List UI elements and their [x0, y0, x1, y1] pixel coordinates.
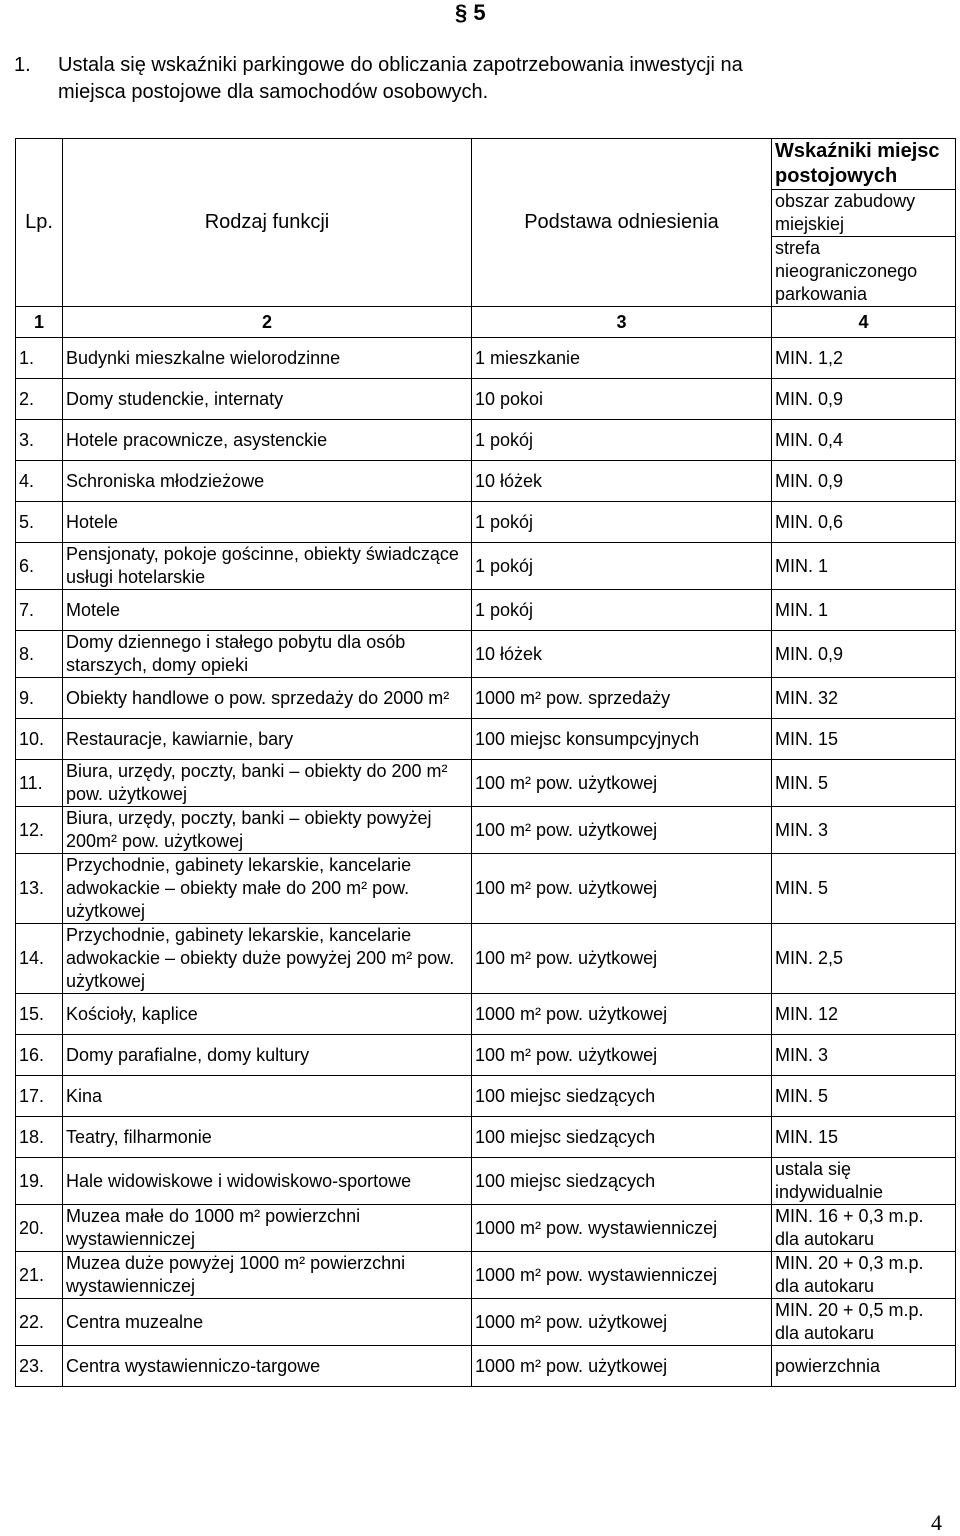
cell-basis: 100 m² pow. użytkowej: [472, 924, 772, 994]
cell-lp: 2.: [16, 379, 63, 420]
cell-basis: 1 pokój: [472, 543, 772, 590]
cell-lp: 13.: [16, 854, 63, 924]
intro-text-line1: Ustala się wskaźniki parkingowe do obliczania zapotrzebowania inwestycji na: [58, 54, 743, 76]
column-number: 1: [16, 307, 63, 338]
cell-function: Hotele pracownicze, asystenckie: [63, 420, 472, 461]
cell-function: Kina: [63, 1076, 472, 1117]
cell-lp: 7.: [16, 590, 63, 631]
header-indicators-title: Wskaźniki miejsc postojowych: [772, 139, 956, 190]
header-zone-unlimited: strefa nieograniczonego parkowania: [772, 237, 956, 307]
cell-value: MIN. 0,9: [772, 379, 956, 420]
cell-function: Hale widowiskowe i widowiskowo-sportowe: [63, 1158, 472, 1205]
cell-function: Hotele: [63, 502, 472, 543]
table-row: [16, 1035, 956, 1076]
cell-lp: 20.: [16, 1205, 63, 1252]
cell-value: MIN. 5: [772, 760, 956, 807]
cell-lp: 10.: [16, 719, 63, 760]
cell-function: Motele: [63, 590, 472, 631]
cell-function: Biura, urzędy, poczty, banki – obiekty powyżej 200m² pow. użytkowej: [63, 807, 472, 854]
table-row: [16, 590, 956, 631]
parking-indicators-table: [15, 138, 956, 1387]
cell-value: MIN. 0,4: [772, 420, 956, 461]
table-row: [16, 1117, 956, 1158]
cell-function: Pensjonaty, pokoje gościnne, obiekty świadczące usługi hotelarskie: [63, 543, 472, 590]
table-row: [16, 924, 956, 994]
cell-basis: 1 pokój: [472, 502, 772, 543]
table-row: [16, 543, 956, 590]
cell-basis: 100 m² pow. użytkowej: [472, 1035, 772, 1076]
cell-basis: 100 m² pow. użytkowej: [472, 807, 772, 854]
cell-lp: 11.: [16, 760, 63, 807]
cell-basis: 10 łóżek: [472, 461, 772, 502]
table-row: [16, 1346, 956, 1387]
cell-basis: 100 miejsc siedzących: [472, 1158, 772, 1205]
intro-paragraph: [14, 52, 950, 106]
table-row: [16, 420, 956, 461]
cell-lp: 12.: [16, 807, 63, 854]
cell-value: MIN. 3: [772, 1035, 956, 1076]
cell-basis: 1000 m² pow. sprzedaży: [472, 678, 772, 719]
cell-basis: 10 łóżek: [472, 631, 772, 678]
cell-basis: 1000 m² pow. wystawienniczej: [472, 1252, 772, 1299]
cell-function: Obiekty handlowe o pow. sprzedaży do 2000 m²: [63, 678, 472, 719]
cell-lp: 9.: [16, 678, 63, 719]
section-mark: § 5: [455, 0, 486, 25]
cell-basis: 10 pokoi: [472, 379, 772, 420]
cell-basis: 1 pokój: [472, 590, 772, 631]
cell-lp: 23.: [16, 1346, 63, 1387]
cell-lp: 3.: [16, 420, 63, 461]
cell-basis: 100 miejsc siedzących: [472, 1117, 772, 1158]
cell-basis: 100 m² pow. użytkowej: [472, 854, 772, 924]
cell-function: Biura, urzędy, poczty, banki – obiekty do 200 m² pow. użytkowej: [63, 760, 472, 807]
cell-basis: 1000 m² pow. użytkowej: [472, 994, 772, 1035]
cell-lp: 15.: [16, 994, 63, 1035]
table-row: [16, 1076, 956, 1117]
cell-lp: 22.: [16, 1299, 63, 1346]
header-zone-urban: obszar zabudowy miejskiej: [772, 190, 956, 237]
cell-value: MIN. 1,2: [772, 338, 956, 379]
cell-value: MIN. 32: [772, 678, 956, 719]
cell-function: Kościoły, kaplice: [63, 994, 472, 1035]
table-row: [16, 1299, 956, 1346]
header-function: Rodzaj funkcji: [63, 139, 472, 307]
cell-value: MIN. 0,9: [772, 461, 956, 502]
cell-value: MIN. 0,6: [772, 502, 956, 543]
cell-basis: 1 mieszkanie: [472, 338, 772, 379]
cell-function: Muzea duże powyżej 1000 m² powierzchni wystawienniczej: [63, 1252, 472, 1299]
cell-basis: 100 miejsc siedzących: [472, 1076, 772, 1117]
cell-lp: 16.: [16, 1035, 63, 1076]
cell-value: MIN. 16 + 0,3 m.p. dla autokaru: [772, 1205, 956, 1252]
table-row: [16, 631, 956, 678]
cell-value: MIN. 15: [772, 1117, 956, 1158]
cell-function: Restauracje, kawiarnie, bary: [63, 719, 472, 760]
cell-basis: 1 pokój: [472, 420, 772, 461]
cell-value: MIN. 5: [772, 854, 956, 924]
cell-function: Muzea małe do 1000 m² powierzchni wystawienniczej: [63, 1205, 472, 1252]
table-row: [16, 854, 956, 924]
cell-function: Domy studenckie, internaty: [63, 379, 472, 420]
header-lp: Lp.: [16, 139, 63, 307]
cell-basis: 1000 m² pow. użytkowej: [472, 1346, 772, 1387]
table-row: [16, 379, 956, 420]
page-number: 4: [931, 1510, 942, 1535]
column-number: 3: [472, 307, 772, 338]
table-row: [16, 994, 956, 1035]
cell-value: MIN. 5: [772, 1076, 956, 1117]
cell-lp: 19.: [16, 1158, 63, 1205]
table-row: [16, 1158, 956, 1205]
header-row: [16, 139, 956, 190]
cell-value: MIN. 15: [772, 719, 956, 760]
cell-lp: 4.: [16, 461, 63, 502]
table-row: [16, 719, 956, 760]
cell-value: MIN. 1: [772, 543, 956, 590]
cell-value: MIN. 20 + 0,5 m.p. dla autokaru: [772, 1299, 956, 1346]
cell-basis: 1000 m² pow. wystawienniczej: [472, 1205, 772, 1252]
cell-value: MIN. 3: [772, 807, 956, 854]
cell-function: Przychodnie, gabinety lekarskie, kancelarie adwokackie – obiekty duże powyżej 200 m² pow. użytkowej: [63, 924, 472, 994]
cell-lp: 1.: [16, 338, 63, 379]
table-row: [16, 1252, 956, 1299]
cell-function: Teatry, filharmonie: [63, 1117, 472, 1158]
cell-value: powierzchnia: [772, 1346, 956, 1387]
column-numbers-row: [16, 307, 956, 338]
cell-lp: 18.: [16, 1117, 63, 1158]
cell-value: MIN. 12: [772, 994, 956, 1035]
column-number: 4: [772, 307, 956, 338]
intro-text-line2: miejsca postojowe dla samochodów osobowych.: [58, 81, 489, 103]
table-row: [16, 1205, 956, 1252]
table-row: [16, 502, 956, 543]
cell-basis: 1000 m² pow. użytkowej: [472, 1299, 772, 1346]
cell-basis: 100 miejsc konsumpcyjnych: [472, 719, 772, 760]
cell-lp: 6.: [16, 543, 63, 590]
cell-function: Schroniska młodzieżowe: [63, 461, 472, 502]
cell-function: Domy dziennego i stałego pobytu dla osób starszych, domy opieki: [63, 631, 472, 678]
cell-lp: 8.: [16, 631, 63, 678]
table-row: [16, 807, 956, 854]
table-row: [16, 678, 956, 719]
column-number: 2: [63, 307, 472, 338]
cell-function: Centra wystawienniczo-targowe: [63, 1346, 472, 1387]
table-row: [16, 338, 956, 379]
cell-lp: 17.: [16, 1076, 63, 1117]
intro-number: 1.: [14, 54, 31, 76]
cell-basis: 100 m² pow. użytkowej: [472, 760, 772, 807]
cell-function: Domy parafialne, domy kultury: [63, 1035, 472, 1076]
cell-lp: 14.: [16, 924, 63, 994]
cell-value: MIN. 20 + 0,3 m.p. dla autokaru: [772, 1252, 956, 1299]
header-basis: Podstawa odniesienia: [472, 139, 772, 307]
table-row: [16, 461, 956, 502]
cell-value: MIN. 2,5: [772, 924, 956, 994]
cell-function: Budynki mieszkalne wielorodzinne: [63, 338, 472, 379]
cell-value: MIN. 1: [772, 590, 956, 631]
cell-value: ustala się indywidualnie: [772, 1158, 956, 1205]
table-row: [16, 760, 956, 807]
cell-function: Centra muzealne: [63, 1299, 472, 1346]
cell-lp: 5.: [16, 502, 63, 543]
cell-function: Przychodnie, gabinety lekarskie, kancelarie adwokackie – obiekty małe do 200 m² pow. użytkowej: [63, 854, 472, 924]
cell-value: MIN. 0,9: [772, 631, 956, 678]
cell-lp: 21.: [16, 1252, 63, 1299]
